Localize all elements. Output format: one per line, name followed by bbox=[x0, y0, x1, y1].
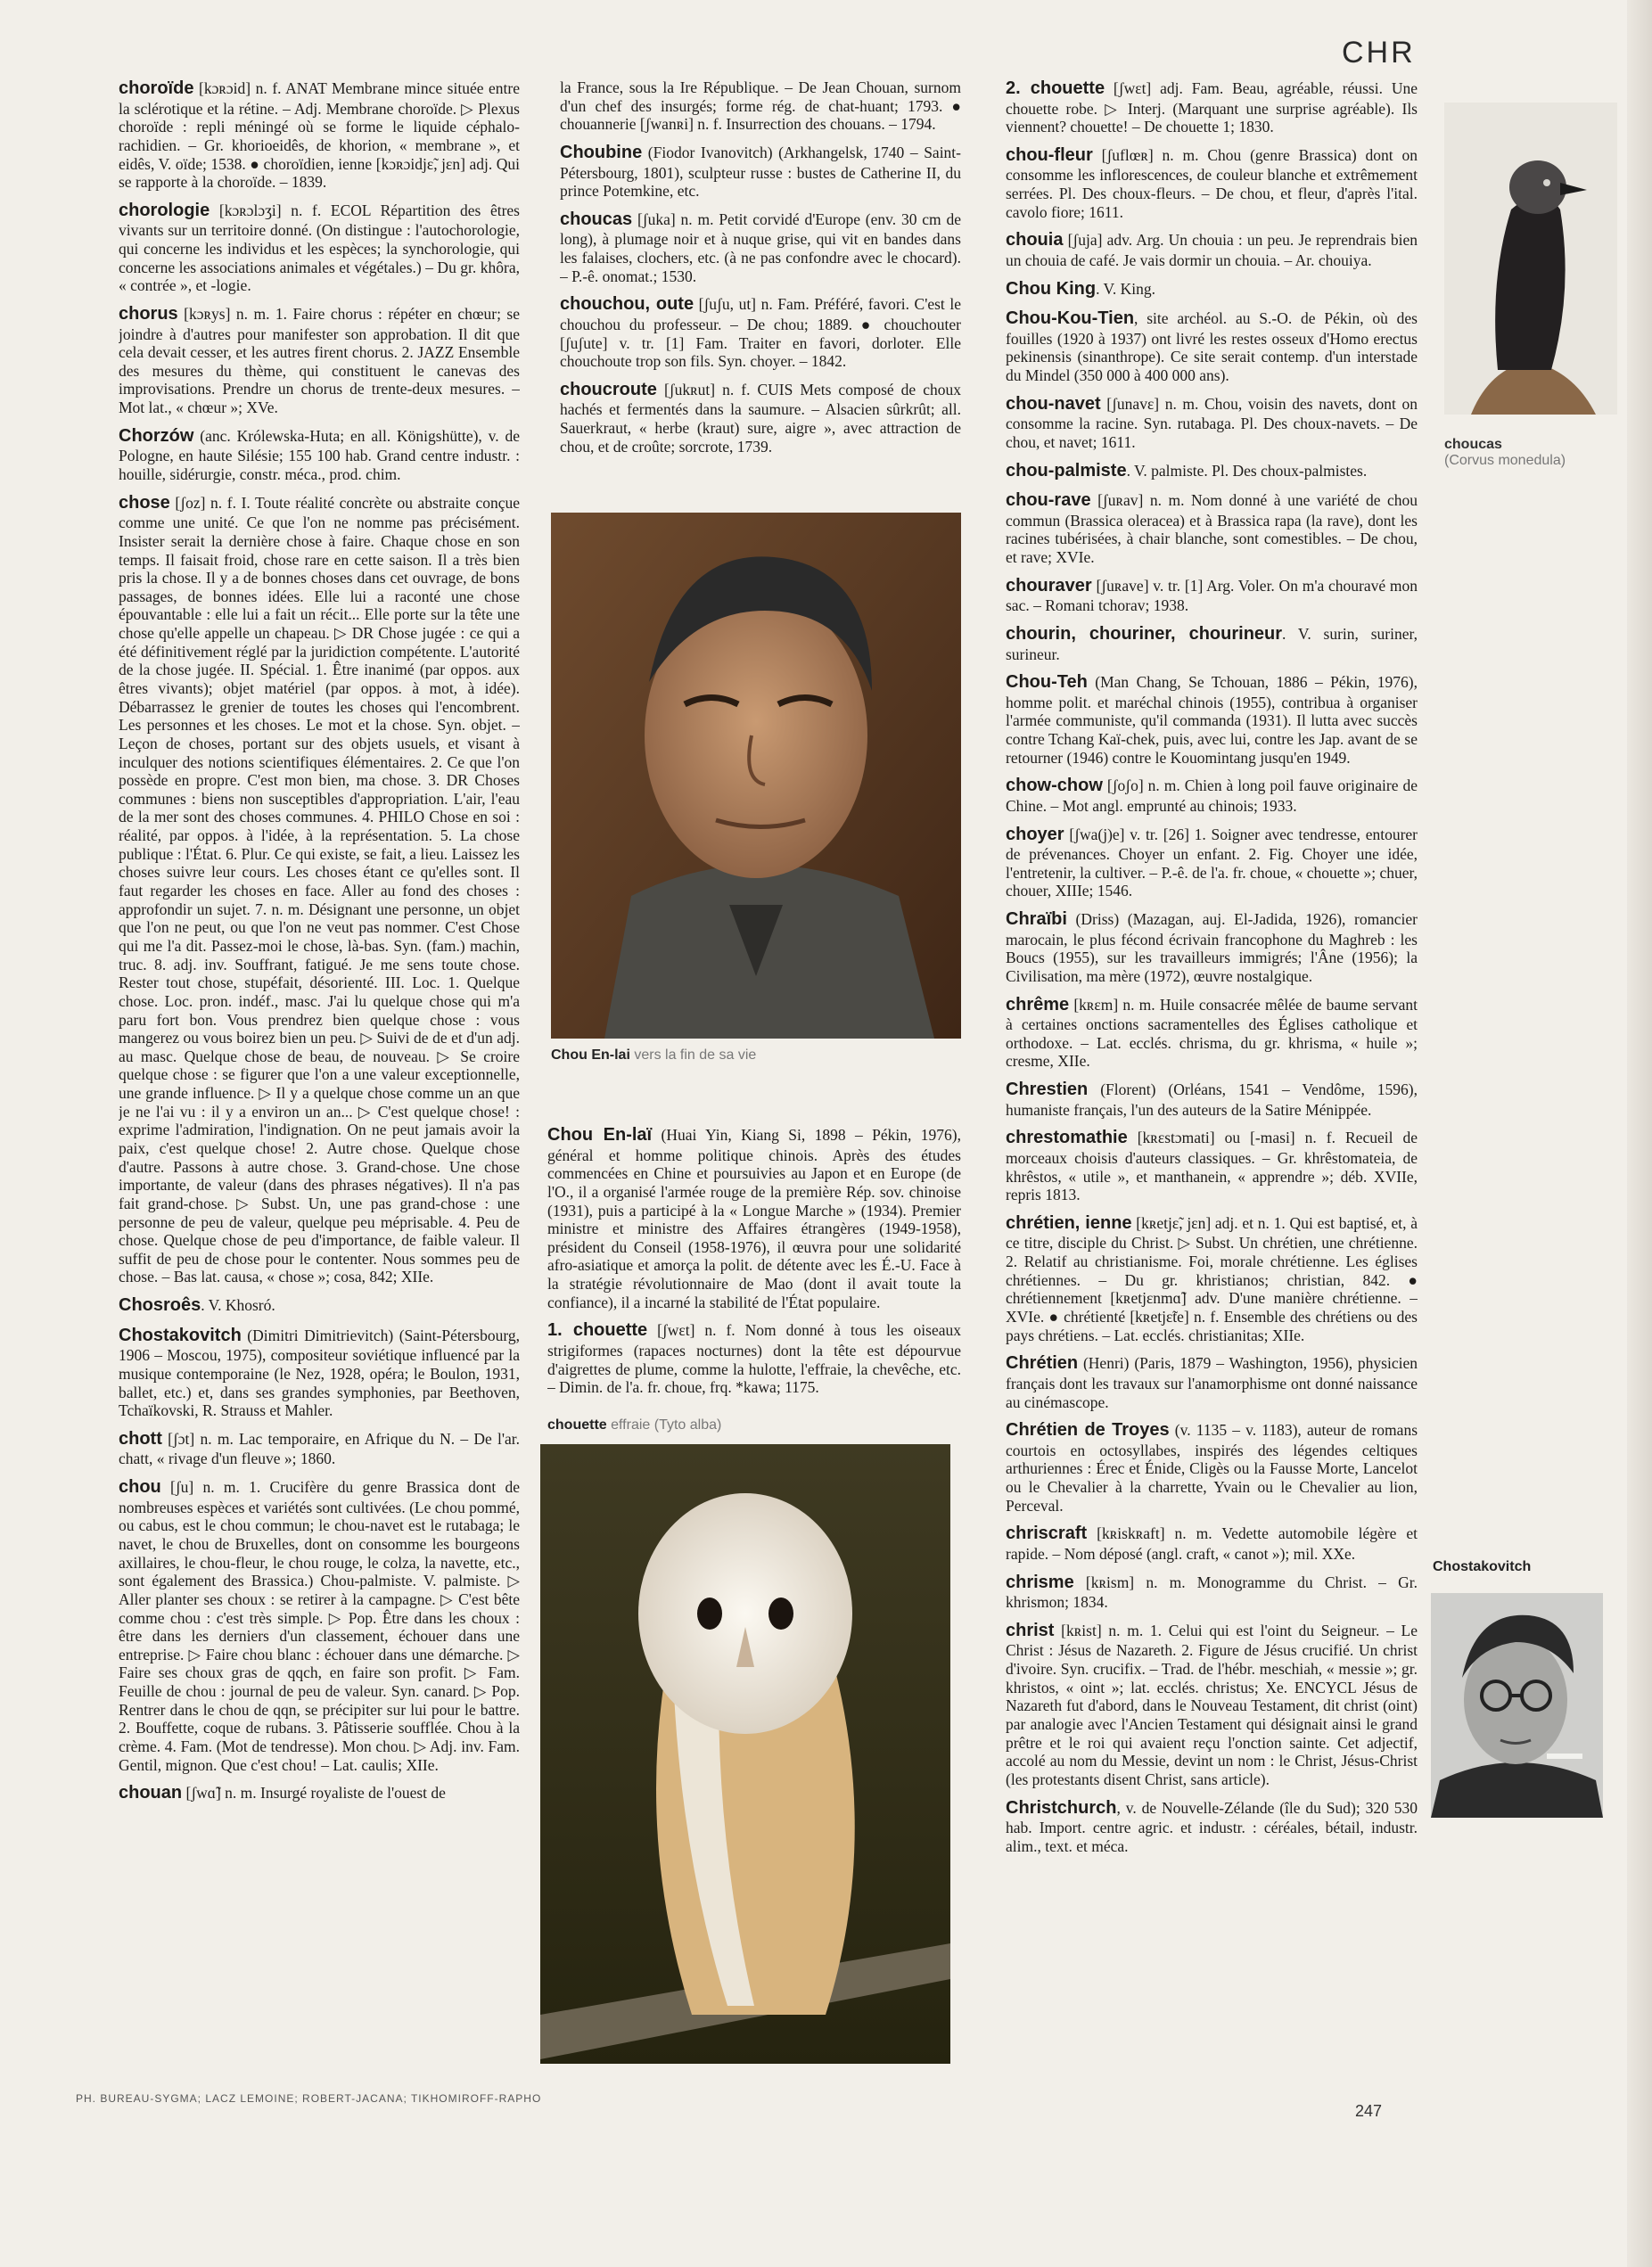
chostakovitch-photo bbox=[1431, 1593, 1603, 1818]
entry-headword: Choubine bbox=[560, 142, 643, 162]
entry-definition: . V. Khosró. bbox=[201, 1296, 275, 1315]
dictionary-entry bbox=[119, 493, 520, 1287]
entry-headword: choroïde bbox=[119, 78, 194, 98]
entry-headword: chrême bbox=[1006, 994, 1070, 1014]
entry-headword: Chou-Kou-Tien bbox=[1006, 308, 1135, 329]
dictionary-entry bbox=[1006, 490, 1418, 567]
entry-definition: [ʃwɑ̃] n. m. Insurgé royaliste de l'ouest de bbox=[182, 1784, 446, 1803]
photo-credits: PH. BUREAU-SYGMA; LACZ LEMOINE; ROBERT-JACANA; TIKHOMIROFF-RAPHO bbox=[76, 2092, 542, 2105]
chou-en-lai-caption-name: Chou En-lai bbox=[551, 1047, 630, 1063]
column-1 bbox=[119, 78, 520, 2066]
dictionary-entry bbox=[1006, 909, 1418, 986]
entry-headword: chorus bbox=[119, 303, 178, 324]
entry-headword: chou bbox=[119, 1477, 161, 1498]
chouette-caption-note: effraie (Tyto alba) bbox=[606, 1417, 722, 1433]
dictionary-entry bbox=[1006, 825, 1418, 901]
dictionary-entry bbox=[1006, 1524, 1418, 1563]
dictionary-entry bbox=[1006, 1573, 1418, 1612]
column-2-bottom bbox=[547, 1125, 961, 1401]
dictionary-entry bbox=[560, 143, 961, 201]
entry-definition: , site archéol. au S.-O. de Pékin, où des fouilles (1920 à 1937) ont livré les restes osseux d'Homo erectus pekinensis (sinanthrope). Ce site serait contemp. d'un interstade du Mindel (350 000 à 400 000 ans). bbox=[1006, 309, 1418, 385]
entry-definition: [ʃwa(j)e] v. tr. [26] 1. Soigner avec tendresse, entourer de prévenances. Choyer un enfant. 2. Fig. Choyer une idée, l'entretenir, la cultiver. – P.-ê. de l'a. fr. choue, « chouette »; chuer, chouer, XIIIe; 1546. bbox=[1006, 825, 1418, 900]
column-3 bbox=[1006, 78, 1418, 2093]
page-edge bbox=[1627, 0, 1652, 2267]
entry-definition: [kʀɛm] n. m. Huile consacrée mêlée de baume servant à certaines onctions sacramentelles des Églises catholique et orthodoxe. – Lat. ecclés. chrisma, du gr. khrisma, « huile »; cresme, XIIe. bbox=[1006, 995, 1418, 1071]
dictionary-entry bbox=[1006, 1798, 1418, 1856]
dictionary-entry bbox=[119, 201, 520, 295]
entry-definition: la France, sous la Ire République. – De Jean Chouan, surnom d'un chef des insurgés; forme rég. de chat-huant; 1793. ● chouannerie [ʃwanʀi] n. f. Insurrection des chouans. – 1794. bbox=[560, 78, 961, 134]
entry-headword: Chorzów bbox=[119, 425, 194, 446]
chou-en-lai-caption bbox=[551, 1047, 756, 1064]
entry-headword: chou-palmiste bbox=[1006, 460, 1127, 481]
entry-definition: (anc. Królewska-Huta; en all. Königshütte), v. de Pologne, en haute Silésie; 155 100 hab. Grand centre industr. : houille, sidérurgie, constr. méca., prod. chim. bbox=[119, 426, 520, 483]
dictionary-entry bbox=[547, 1320, 961, 1397]
chou-en-lai-photo bbox=[551, 513, 961, 1039]
entry-definition: [ʃuja] adv. Arg. Un chouia : un peu. Je reprendrais bien un chouia de café. Je vais dormir un chouia. – Ar. chouiya. bbox=[1006, 231, 1418, 269]
dictionary-entry bbox=[560, 78, 961, 134]
entry-definition: [ʃukʀut] n. f. CUIS Mets composé de choux hachés et fermentés dans la saumure. – Alsacien sûrkrût; all. Sauerkraut, « herbe (kraut) sure, aigre », avec attraction de chou, et de croûte; sorcrote, 1739. bbox=[560, 380, 961, 456]
dictionary-entry bbox=[1006, 776, 1418, 815]
entry-definition: , v. de Nouvelle-Zélande (île du Sud); 320 530 hab. Import. centre agric. et industr. : céréales, bétail, industr. alim., text. et méca. bbox=[1006, 1798, 1418, 1855]
dictionary-entry bbox=[1006, 461, 1418, 482]
dictionary-entry bbox=[1006, 1420, 1418, 1515]
dictionary-entry bbox=[1006, 672, 1418, 767]
page-number: 247 bbox=[1355, 2102, 1383, 2120]
choucas-photo bbox=[1444, 103, 1617, 415]
entry-definition: [ʃu] n. m. 1. Crucifère du genre Brassica dont de nombreuses espèces et variétés sont cultivées. (Le chou pommé, ou cabus, est le chou commun; le chou-navet est le rutabaga; le navet, le chou de Bruxelles, dont on consomme les bourgeons axillaires, le chou-fleur, le chou rouge, le colza, la navette, etc., sont également des Brassica.) Chou-palmiste. V. palmiste. ▷ Aller planter ses choux : se retirer à la campagne. ▷ C'est bête comme chou : c'est très simple. ▷ Pop. Être dans les choux : être dans les derniers d'un classement, échouer dans une entreprise. ▷ Faire chou blanc : échouer dans une démarche. ▷ Faire ses choux gras de qqch, en faire son profit. ▷ Fam. Feuille de chou : journal de peu de valeur. Syn. canard. ▷ Pop. Rentrer dans le chou de qqn, se précipiter sur lui pour le battre. 2. Bouffette, coque de rubans. 3. Pâtisserie soufflée. Chou à la crème. 4. Fam. (Mot de tendresse). Mon chou. ▷ Adj. inv. Fam. Gentil, mignon. Que c'est chou! – Lat. caulis; XIIe. bbox=[119, 1478, 520, 1774]
entry-headword: chose bbox=[119, 492, 170, 513]
entry-definition: (v. 1135 – v. 1183), auteur de romans courtois en octosyllabes, inspirés des légendes celtiques arthuriennes : Érec et Énide, Cligès ou la Fausse Morte, Lancelot ou le Chevalier à la charrette, Yvain ou le Chevalier au lion, Perceval. bbox=[1006, 1421, 1418, 1515]
running-head: CHR bbox=[1342, 36, 1416, 70]
choucas-caption bbox=[1444, 437, 1623, 469]
entry-definition: [kʀist] n. m. 1. Celui qui est l'oint du Seigneur. – Le Christ : Jésus de Nazareth. 2. Figure de Jésus crucifié. Un christ d'ivoire. Syn. crucifix. – Trad. de l'hébr. meschiah, « messie »; gr. khristos, « oint »; lat. ecclés. christus; Xe. ENCYCL Jésus de Nazareth fut d'abord, dans le Nouveau Testament, dit christ (oint) par analogie avec l'Ancien Testament qui désignait ainsi le grand prêtre et le roi qui avaient reçu l'onction sainte. Cet adjectif, accolé au nom du Messie, devint un nom : le Christ, Jésus-Christ (les protestants disent Christ, sans article). bbox=[1006, 1621, 1418, 1788]
dictionary-entry bbox=[119, 1783, 520, 1804]
entry-definition: . V. King. bbox=[1096, 279, 1156, 298]
entry-headword: chouan bbox=[119, 1783, 183, 1803]
entry-definition: [ʃoʃo] n. m. Chien à long poil fauve originaire de Chine. – Mot angl. emprunté au chinois; 1933. bbox=[1006, 776, 1418, 815]
dictionary-entry bbox=[1006, 576, 1418, 615]
entry-headword: Chraïbi bbox=[1006, 909, 1067, 930]
dictionary-entry bbox=[1006, 279, 1418, 300]
entry-definition: (Fiodor Ivanovitch) (Arkhangelsk, 1740 – Saint-Pétersbourg, 1801), sculpteur russe : bustes de Catherine II, du prince Potemkine, etc. bbox=[560, 143, 961, 201]
dictionary-entry bbox=[1006, 308, 1418, 385]
dictionary-entry bbox=[1006, 1213, 1418, 1344]
entry-headword: Chrétien bbox=[1006, 1353, 1079, 1374]
entry-definition: [ʃwɛt] n. f. Nom donné à tous les oiseaux strigiformes (rapaces nocturnes) dont la tête est dépourvue d'aigrettes de plume, comme la hulotte, l'effraie, la chevêche, etc. – Dimin. de l'a. fr. choue, frq. *kawa; 1175. bbox=[547, 1321, 961, 1397]
chouette-caption bbox=[547, 1417, 721, 1433]
dictionary-entry bbox=[1006, 230, 1418, 269]
dictionary-entry bbox=[1006, 995, 1418, 1072]
entry-definition: (Dimitri Dimitrievitch) (Saint-Pétersbourg, 1906 – Moscou, 1975), compositeur soviétique influencé par la musique contemporaine (le Nez, 1928, opéra; le Boulon, 1931, ballet, etc.) et, dans ses grandes symphonies, par Beethoven, Tchaïkovski, R. Strauss et Mahler. bbox=[119, 1326, 520, 1420]
entry-definition: [kʀiskʀaft] n. m. Vedette automobile légère et rapide. – Nom déposé (angl. craft, « canot »); mil. XXe. bbox=[1006, 1524, 1418, 1563]
dictionary-entry bbox=[1006, 1128, 1418, 1204]
entry-headword: Chrétien de Troyes bbox=[1006, 1420, 1170, 1441]
dictionary-entry bbox=[119, 1295, 520, 1317]
column-2-top bbox=[560, 78, 961, 515]
entry-headword: chriscraft bbox=[1006, 1524, 1088, 1544]
entry-headword: chow-chow bbox=[1006, 776, 1103, 796]
chouette-photo bbox=[540, 1444, 950, 2064]
dictionary-entry bbox=[1006, 78, 1418, 136]
dictionary-entry bbox=[560, 380, 961, 456]
dictionary-entry bbox=[119, 1477, 520, 1774]
dictionary-entry bbox=[119, 304, 520, 417]
dictionary-entry bbox=[119, 426, 520, 484]
entry-headword: Chou-Teh bbox=[1006, 672, 1088, 693]
dictionary-entry bbox=[560, 294, 961, 371]
dictionary-entry bbox=[1006, 394, 1418, 452]
dictionary-entry bbox=[560, 209, 961, 286]
entry-headword: chrétien, ienne bbox=[1006, 1212, 1132, 1233]
entry-headword: choucas bbox=[560, 209, 633, 229]
entry-definition: [ʃɔt] n. m. Lac temporaire, en Afrique du N. – De l'ar. chatt, « rivage d'un fleuve »; 1860. bbox=[119, 1429, 520, 1468]
dictionary-entry bbox=[547, 1125, 961, 1311]
entry-definition: [kʀɛstɔmati] ou [-masi] n. f. Recueil de morceaux choisis d'auteurs classiques. – Gr. khrêstomateia, de khrêstos, « utile », et manthanein, « apprendre »; déb. XVIIe, repris 1813. bbox=[1006, 1129, 1418, 1204]
entry-headword: chouraver bbox=[1006, 575, 1092, 595]
entry-definition: [ʃunavɛ] n. m. Chou, voisin des navets, dont on consomme la racine. Syn. rutabaga. Pl. Des choux-navets. – De chou, et navet; 1611. bbox=[1006, 394, 1418, 451]
entry-headword: chou-navet bbox=[1006, 393, 1101, 414]
choucas-caption-name: choucas bbox=[1444, 437, 1502, 452]
entry-definition: [kʀetjɛ̃, jɛn] adj. et n. 1. Qui est baptisé, et, à ce titre, disciple du Christ. ▷ Subst. Un chrétien, une chrétienne. 2. Relatif au christianisme. Foi, morale chrétienne. Les églises chrétiennes. – Du gr. khristianos; christian, 842. ● chrétiennement [kʀetjɛnmɑ̃] adv. D'une manière chrétienne. – XVIe. ● chrétienté [kʀetjɛ̃te] n. f. Ensemble des chrétiens ou des pays chrétiens. – Lat. ecclés. christianitas; XIIe. bbox=[1006, 1213, 1418, 1344]
entry-headword: chrisme bbox=[1006, 1572, 1074, 1592]
dictionary-entry bbox=[1006, 1353, 1418, 1411]
entry-definition: (Huai Yin, Kiang Si, 1898 – Pékin, 1976), général et homme politique chinois. Après des études commencées en Chine et poursuivies au Japon et en Europe (de l'O., il a organisé l'armée rouge de la première Rép. sov. chinoise (1931), puis a participé à la « Longue Marche » (1934). Premier ministre et ministre des Affaires étrangères (1949-1958), président du Conseil (1958-1976), il œuvra pour une solidarité afro-asiatique et amorça la polit. de détente avec les É.-U. Face à la stratégie révolutionnaire de Mao (dont il avait toute la confiance), il a incarné la stabilité de l'État populaire. bbox=[547, 1126, 961, 1311]
entry-headword: Chostakovitch bbox=[119, 1325, 242, 1345]
entry-definition: (Florent) (Orléans, 1541 – Vendôme, 1596), humaniste français, l'un des auteurs de la Satire Ménippée. bbox=[1006, 1080, 1418, 1119]
chou-en-lai-caption-note: vers la fin de sa vie bbox=[629, 1047, 757, 1063]
entry-headword: choucroute bbox=[560, 379, 657, 399]
dictionary-entry bbox=[1006, 624, 1418, 663]
entry-headword: chrestomathie bbox=[1006, 1128, 1128, 1148]
entry-headword: Chou En-laï bbox=[547, 1125, 653, 1145]
chostakovitch-caption bbox=[1433, 1559, 1531, 1575]
dictionary-entry bbox=[1006, 1080, 1418, 1119]
entry-headword: choyer bbox=[1006, 824, 1064, 844]
entry-definition: [ʃuʀave] v. tr. [1] Arg. Voler. On m'a chouravé mon sac. – Romani tchorav; 1938. bbox=[1006, 576, 1418, 615]
entry-definition: . V. palmiste. Pl. Des choux-palmistes. bbox=[1126, 461, 1368, 480]
dictionary-entry bbox=[119, 1326, 520, 1420]
entry-headword: 2. chouette bbox=[1006, 78, 1105, 98]
entry-definition: (Man Chang, Se Tchouan, 1886 – Pékin, 1976), homme polit. et maréchal chinois (1955), contribua à organiser l'armée communiste, qu'il commanda (1931). Il lutta avec succès contre Tchang Kaï-chek, puis, avec lui, contre les Jap. avant de se retourner (1946) contre le Kouomintang jusqu'en 1949. bbox=[1006, 673, 1418, 767]
entry-definition: [ʃwɛt] adj. Fam. Beau, agréable, réussi. Une chouette robe. ▷ Interj. (Marquant une surprise agréable). Ils viennent? chouette! – De chouette 1; 1830. bbox=[1006, 79, 1418, 136]
dictionary-entry bbox=[119, 1429, 520, 1468]
entry-headword: chou-rave bbox=[1006, 490, 1091, 511]
entry-headword: Chou King bbox=[1006, 278, 1097, 299]
chouette-caption-name: chouette bbox=[547, 1417, 607, 1433]
entry-definition: [kɔʀɔid] n. f. ANAT Membrane mince située entre la sclérotique et la rétine. – Adj. Membrane choroïde. ▷ Plexus choroïde : repli méningé où se forme le liquide céphalo-rachidien. – Gr. khorioeidês, de khorion, « membrane », et eidês, V. oïde; 1538. ● choroïdien, ienne [kɔʀɔidjɛ̃, jɛn] adj. Qui se rapporte à la choroïde. – 1839. bbox=[119, 79, 520, 192]
entry-headword: chourin, chouriner, chourineur bbox=[1006, 623, 1283, 644]
entry-definition: [kɔʀys] n. m. 1. Faire chorus : répéter en chœur; se joindre à d'autres pour manifester son approbation. Il dit que cela devait cesser, et les autres firent chorus. 2. JAZZ Ensemble des mesures du thème, qui constituent le canevas des improvisations. Prendre un chorus de trente-deux mesures. – Mot lat., « chœur »; XVe. bbox=[119, 304, 520, 417]
entry-headword: chou-fleur bbox=[1006, 144, 1093, 165]
entry-definition: . V. surin, suriner, surineur. bbox=[1006, 624, 1418, 663]
entry-definition: [kɔʀɔlɔʒi] n. f. ECOL Répartition des êtres vivants sur un territoire donné. (On distingue : l'autochorologie, qui concerne les individus et les espèces; la synchorologie, qui concerne les associations animales et végétales.) – Du gr. khôra, « contrée », et -logie. bbox=[119, 201, 520, 295]
entry-headword: chorologie bbox=[119, 200, 210, 220]
entry-headword: Chosroês bbox=[119, 1295, 201, 1316]
dictionary-entry bbox=[119, 78, 520, 192]
dictionary-entry bbox=[1006, 1621, 1418, 1789]
entry-headword: Christchurch bbox=[1006, 1797, 1117, 1818]
entry-definition: [ʃuʀav] n. m. Nom donné à une variété de chou commun (Brassica oleracea) et à Brassica rapa (la rave), dont les racines tubérisées, à chair blanche, sont comestibles. – De chou, et rave; XVIe. bbox=[1006, 491, 1418, 567]
entry-definition: [ʃuʃu, ut] n. Fam. Préféré, favori. C'est le chouchou du professeur. – De chou; 1889. ● chouchouter [ʃuʃute] v. tr. [1] Fam. Traiter en favori, dorloter. Elle chouchoute trop son fils. Syn. choyer. – 1842. bbox=[560, 295, 961, 371]
entry-headword: christ bbox=[1006, 1620, 1055, 1640]
dictionary-entry bbox=[1006, 145, 1418, 222]
entry-definition: [ʃoz] n. f. I. Toute réalité concrète ou abstraite conçue comme une unité. Ce que l'on ne nomme pas précisément. Insister serait la dernière chose à faire. Chaque chose en son temps. Il faisait froid, chose rare en cette saison. Il a très bien pris la chose. Il y a de bonnes choses dans cet ouvrage, de bons passages, de bonnes idées. Elle lui a raconté une chose épouvantable : elle lui a fait un récit... Elle porte sur la tête une chose qu'elle appelle un chapeau. ▷ DR Chose jugée : ce qui a été définitivement réglé par la juridiction compétente. L'autorité de la chose jugée. II. Spécial. 1. Être inanimé (par oppos. aux êtres vivants); objet matériel (par oppos. à mot, à idée). Débarrassez le grenier de toutes les choses qui l'encombrent. Les personnes et les choses. Le mot et la chose. Syn. objet. – Leçon de choses, portant sur des objets usuels, et visant à inculquer des notions scientifiques élémentaires. 2. Ce que l'on possède en propre. C'est mon bien, ma chose. 3. DR Choses communes : biens non susceptibles d'appropriation. L'air, l'eau de la mer sont des choses communes. 4. PHILO Chose en soi : réalité, par oppos. à l'idée, à la représentation. 5. La chose publique : l'État. 6. Plur. Ce qui existe, se fait, a lieu. Laissez les choses suivre leur cours. Les choses étant ce qu'elles sont. Il faut regarder les choses en face. Aller au fond des choses : approfondir un sujet. 7. n. m. Désignant une personne, un objet que l'on ne peut, ou que l'on ne veut pas nommer. C'est Chose qui me l'a dit. Passez-moi le chose, là-bas. Syn. (fam.) machin, truc. 8. adj. inv. Souffrant, fatigué. Je me sens toute chose. Rester tout chose, stupéfait, désorienté. III. Loc. 1. Quelque chose. Loc. pron. indéf., masc. J'ai lu quelque chose qui m'a paru fort bon. Vous prendrez bien quelque chose : vous mangerez ou vous boirez bien un peu. ▷ Suivi de de et d'un adj. au masc. Quelque chose de beau, de nouveau. ▷ Se croire quelque chose : se figurer que l'on a une valeur exceptionnelle, une grande influence. ▷ Il y a quelque chose comme un an que je ne l'ai vu : il y a environ un an... ▷ C'est quelque chose! : exprime l'admiration, l'indignation. On ne peut jamais avoir la paix, c'est quelque chose! 2. Autre chose. Quelque chose d'autre. Passons à autre chose. 3. Grand-chose. Une chose importante, de valeur (dans des phrases négatives). Il n'a pas fait grand-chose. ▷ Subst. Un, une pas grand-chose : une personne de peu de valeur, quelque peu méprisable. 4. Peu de chose. Quelque chose de peu d'importance, de faible valeur. Il suffit de peu de chose pour le contenter. Nous sommes peu de chose. – Bas lat. causa, « chose »; cosa, 842; XIIe. bbox=[119, 493, 520, 1286]
entry-headword: 1. chouette bbox=[547, 1320, 648, 1341]
entry-definition: [ʃuka] n. m. Petit corvidé d'Europe (env. 30 cm de long), à plumage noir et à nuque grise, qui vit en bandes dans les falaises, clochers, etc. (à ne pas confondre avec le chocard). – P.-ê. onomat.; 1530. bbox=[560, 209, 961, 285]
entry-definition: [kʀism] n. m. Monogramme du Christ. – Gr. khrismon; 1834. bbox=[1006, 1573, 1418, 1612]
choucas-caption-note: (Corvus monedula) bbox=[1444, 453, 1566, 468]
entry-headword: chott bbox=[119, 1428, 162, 1449]
entry-definition: (Driss) (Mazagan, auj. El-Jadida, 1926), romancier marocain, le plus fécond écrivain francophone du Maghreb : les Boucs (1955), sur les travailleurs immigrés; l'Âne (1956); la Civilisation, ma mère (1972), œuvre nostalgique. bbox=[1006, 910, 1418, 985]
entry-headword: Chrestien bbox=[1006, 1080, 1089, 1100]
entry-definition: [ʃuflœʀ] n. m. Chou (genre Brassica) dont on consomme les inflorescences, de couleur blanche et extrêmement serrées. Pl. Des choux-fleurs. – De chou, et fleur, d'après l'ital. cavolo fiore; 1611. bbox=[1006, 145, 1418, 221]
entry-headword: chouia bbox=[1006, 230, 1064, 251]
entry-definition: (Henri) (Paris, 1879 – Washington, 1956), physicien français dont les travaux sur l'anamorphisme ont donné naissance au cinémascope. bbox=[1006, 1354, 1418, 1411]
entry-headword: chouchou, oute bbox=[560, 294, 694, 315]
chostakovitch-caption-name: Chostakovitch bbox=[1433, 1559, 1532, 1574]
